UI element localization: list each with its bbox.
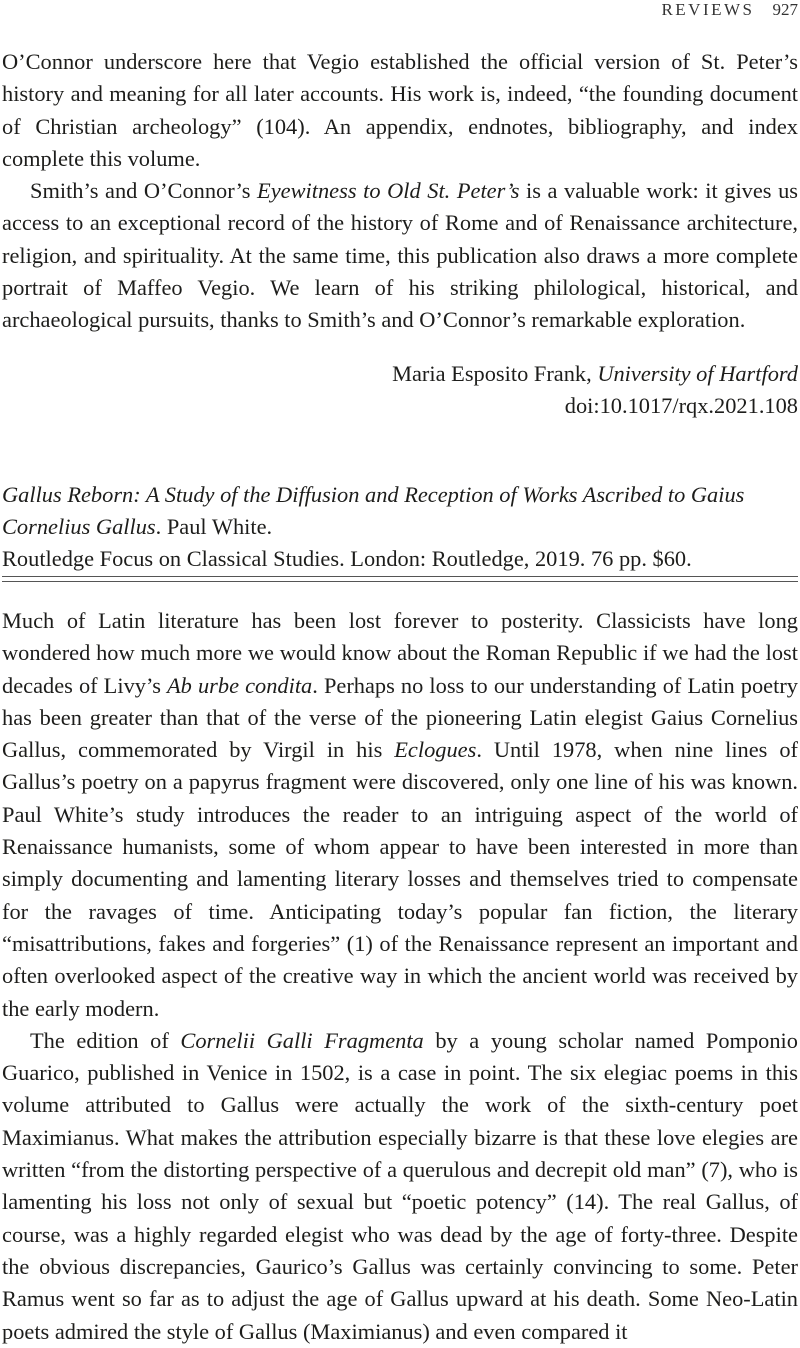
review-heading (2, 479, 798, 544)
paragraph-text: . Until 1978, when nine lines of Gallus’s poetry on a papyrus fragment were discovered, only one line of his was known. Paul White’s study introduces the reader to an intriguing aspect of the world of Renaissance humanists, some of whom appear to have been interested in more than simply documenting and lamenting literary losses and themselves tried to compensate for the ravages of time. Anticipating today’s popular fan fiction, the literary “misattributions, fakes and forgeries” (1) of the Renaissance represent an important and often overlooked aspect of the creative way in which the ancient world was received by the early modern. (2, 737, 798, 1021)
divider-rule (2, 581, 798, 582)
divider-rule (2, 576, 798, 577)
paragraph-text: by a young scholar named Pomponio Guarico, published in Venice in 1502, is a case in point. The six elegiac poems in this volume attributed to Gallus were actually the work of the sixth-century poet Maximianus. What makes the attribution especially bizarre is that these love elegies are written “from the distorting perspective of a querulous and decrepit old man” (7), who is lamenting his loss not only of sexual but “poetic potency” (14). The real Gallus, of course, was a highly regarded elegist who was dead by the age of forty-three. Despite the obvious discrepancies, Gaurico’s Gallus was certainly convincing to some. Peter Ramus went so far as to adjust the age of Gallus upward at his death. Some Neo-Latin poets admired the style of Gallus (Maximianus) and even compared it (2, 1027, 798, 1344)
review-body (2, 605, 798, 1348)
work-title-italic: Eclogues (394, 737, 477, 763)
running-head (661, 0, 798, 26)
running-head-section: REVIEWS (661, 0, 755, 19)
previous-review-conclusion (2, 46, 798, 337)
paragraph-text: O’Connor underscore here that Vegio established the official version of St. Peter’s history and meaning for all later accounts. His work is, indeed, “the founding document of Christian archeology” (104). An appendix, endnotes, bibliography, and index complete this volume. (2, 49, 798, 171)
book-author: Paul White. (161, 514, 273, 540)
work-title-italic: Cornelii Galli Fragmenta (180, 1027, 424, 1053)
doi: doi:10.1017/rqx.2021.108 (564, 393, 798, 418)
paragraph (2, 605, 798, 1025)
paragraph (2, 1025, 798, 1348)
reviewer-affiliation: University of Hartford (597, 361, 798, 386)
reviewer-signature (392, 358, 798, 390)
work-title-italic: Ab urbe condita (167, 672, 313, 698)
reviewer-name: Maria Esposito Frank, (392, 361, 598, 386)
paragraph-text: is a valuable work: it gives us access to an exceptional record of the history of Rome and of Renaissance architecture, religion, and spirituality. At the same time, this publication also draws a more complete portrait of Maffeo Vegio. We learn of his striking philological, historical, and archaeological pursuits, thanks to Smith’s and O’Connor’s remarkable exploration. (2, 178, 798, 333)
book-title: Gallus Reborn: A Study of the Diffusion and Reception of Works Ascribed to Gaius Cornelius Gallus (2, 482, 745, 540)
paragraph (2, 46, 798, 175)
page-number: 927 (772, 0, 798, 19)
title-period: . (155, 514, 162, 540)
book-title-italic: Eyewitness to Old St. Peter’s (257, 178, 520, 204)
paragraph-text: Much of Latin literature has been lost forever to posterity. Classicists have long wondered how much more we would know about the Roman Republic if we had the lost decades of Livy’s (2, 608, 798, 698)
paragraph (2, 175, 798, 336)
paragraph-text: . Perhaps no loss to our understanding of Latin poetry has been greater than that of the verse of the pioneering Latin elegist Gaius Cornelius Gallus, commemorated by Virgil in his (2, 672, 798, 763)
publication-info: Routledge Focus on Classical Studies. London: Routledge, 2019. 76 pp. $60. (2, 546, 692, 571)
paragraph-text: Smith’s and O’Connor’s (30, 178, 258, 204)
paragraph-text: The edition of (30, 1027, 181, 1053)
